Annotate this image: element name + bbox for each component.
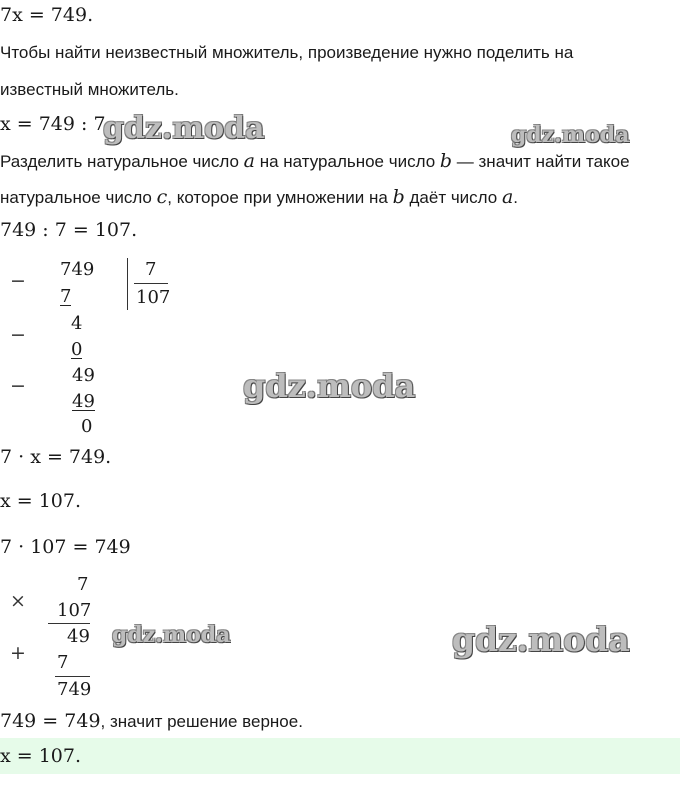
rule-text-line <box>0 186 518 208</box>
product: 749 <box>57 679 92 700</box>
answer-highlight <box>0 738 680 774</box>
equation-division-result: 749 : 7 = 107. <box>0 219 138 241</box>
var-a: a <box>501 186 514 208</box>
multiplicand: 7 <box>77 574 89 595</box>
rule-text-line: известный множитель. <box>0 80 179 99</box>
rule-text: . <box>513 188 519 207</box>
watermark-logo: gdz.moda <box>243 367 416 405</box>
dividend: 749 <box>60 259 95 280</box>
partial-product-1: 49 <box>67 626 90 647</box>
var-b: b <box>439 150 453 172</box>
watermark-logo: gdz.moda <box>452 620 630 659</box>
step1-subtrahend: 7 <box>60 286 72 307</box>
final-answer: x = 107. <box>0 745 82 767</box>
step3-remainder: 49 <box>72 365 95 386</box>
step3-subtrahend: 49 <box>72 391 95 412</box>
quotient: 107 <box>136 287 171 308</box>
var-c: c <box>156 186 168 208</box>
rule-text-line <box>0 150 630 172</box>
times-sign: × <box>10 590 26 612</box>
division-bar-vertical <box>127 258 128 310</box>
minus-sign: − <box>10 375 26 397</box>
final-remainder: 0 <box>81 416 93 437</box>
watermark-logo: gdz.moda <box>511 122 630 148</box>
partial-product-2: 7 <box>57 652 69 673</box>
rule-text-line: Чтобы найти неизвестный множитель, произведение нужно поделить на <box>0 43 574 62</box>
var-a: a <box>243 150 255 172</box>
plus-sign: + <box>10 642 26 664</box>
watermark-logo: gdz.moda <box>103 111 265 146</box>
multiplication-bar <box>55 676 90 677</box>
rule-text: Разделить натуральное число <box>0 152 244 171</box>
division-bar-horizontal <box>134 283 168 284</box>
minus-sign: − <box>10 270 26 292</box>
rule-text: на натуральное число <box>254 152 440 171</box>
rule-text: — значит найти такое <box>452 152 630 171</box>
equation-x-div: x = 749 : 7 <box>0 113 106 135</box>
divisor: 7 <box>145 259 157 280</box>
equation-x-value: x = 107. <box>0 490 82 512</box>
verification-equation: 749 = 749 <box>0 710 101 732</box>
multiplication-bar <box>48 623 90 624</box>
step2-subtrahend: 0 <box>71 339 83 360</box>
minus-sign: − <box>10 324 26 346</box>
equation-7x: 7x = 749. <box>0 4 94 26</box>
watermark-logo: gdz.moda <box>112 622 231 648</box>
rule-text: , которое при умножении на <box>167 188 393 207</box>
rule-text: даёт число <box>404 188 502 207</box>
multiplier: 107 <box>57 600 92 621</box>
rule-text: натуральное число <box>0 188 157 207</box>
verification-statement <box>0 710 303 732</box>
step2-remainder: 4 <box>71 313 83 334</box>
verification-text: , значит решение верное. <box>100 712 303 731</box>
equation-check-form: 7 · x = 749. <box>0 446 112 468</box>
var-b: b <box>392 186 405 208</box>
equation-verification: 7 · 107 = 749 <box>0 536 131 558</box>
